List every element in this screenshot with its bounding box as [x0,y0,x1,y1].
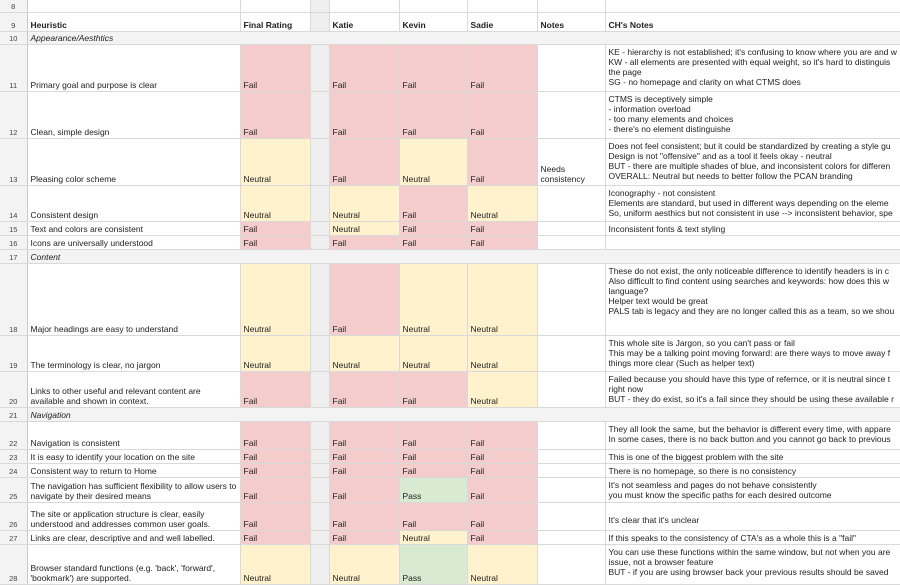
ch-note-line: This whole site is Jargon, so you can't pass or fail [608,337,795,348]
row-number[interactable]: 24 [0,463,27,477]
header-notes[interactable]: Notes [537,12,605,31]
heuristic-cell[interactable]: It is easy to identify your location on the site [27,449,240,463]
katie-rating-cell[interactable]: Neutral [329,185,399,221]
notes-cell[interactable] [537,449,605,463]
header-katie[interactable]: Katie [329,12,399,31]
ch-note-line: OVERALL: Neutral but needs to better follow the PCAN branding [608,170,853,181]
notes-cell[interactable] [537,421,605,449]
gap-column [310,421,329,449]
cell[interactable] [467,0,537,12]
ch-notes-cell[interactable] [605,463,900,477]
ch-note-line: If this speaks to the consistency of CTA's as a whole this is a "fail" [608,532,856,543]
katie-rating-cell[interactable]: Fail [329,91,399,138]
row-number[interactable]: 20 [0,371,27,407]
ch-note-line [609,505,897,515]
heuristic-row [0,544,900,584]
notes-cell[interactable] [537,477,605,502]
katie-rating-cell[interactable]: Fail [329,263,399,335]
kevin-rating-cell[interactable]: Fail [399,91,467,138]
heuristic-cell[interactable]: Links are clear, descriptive and and well labelled. [27,530,240,544]
heuristic-row [0,138,900,185]
gap-column [310,185,329,221]
sadie-rating-cell[interactable]: Neutral [467,371,537,407]
ch-notes-cell[interactable] [605,138,900,185]
header-final-rating[interactable]: Final Rating [240,12,310,31]
section-row-content [0,249,900,263]
kevin-rating-cell[interactable]: Fail [399,371,467,407]
row-number[interactable]: 16 [0,235,27,249]
heuristic-row [0,502,900,530]
kevin-rating-cell[interactable]: Pass [399,544,467,584]
heuristic-cell[interactable]: Consistent design [27,185,240,221]
notes-cell[interactable] [537,235,605,249]
heuristic-cell[interactable]: Primary goal and purpose is clear [27,44,240,91]
cell[interactable] [27,0,240,12]
ch-note-line: Also difficult to find content using searches and keywords: how does this w [608,275,889,286]
gap-column [310,138,329,185]
gap-column [310,371,329,407]
kevin-rating-cell[interactable]: Fail [399,221,467,235]
heuristic-cell[interactable]: Pleasing color scheme [27,138,240,185]
katie-rating-cell[interactable]: Neutral [329,335,399,371]
notes-cell[interactable] [537,335,605,371]
gap-column [310,12,329,31]
heuristic-row [0,235,900,249]
katie-rating-cell[interactable]: Fail [329,44,399,91]
cell[interactable] [537,0,605,12]
katie-rating-cell[interactable]: Fail [329,502,399,530]
row-number[interactable]: 14 [0,185,27,221]
sadie-rating-cell[interactable]: Neutral [467,185,537,221]
ch-notes-cell[interactable] [605,335,900,371]
heuristic-row [0,463,900,477]
katie-rating-cell[interactable]: Fail [329,463,399,477]
row-number[interactable]: 28 [0,544,27,584]
row-number[interactable]: 10 [0,31,27,44]
notes-cell[interactable] [537,544,605,584]
notes-cell[interactable] [537,91,605,138]
ch-note-line: In some cases, there is no back button and you cannot go back to previous [608,433,891,444]
ch-note-line: Helper text would be great [608,295,708,306]
ch-notes-cell[interactable] [605,235,900,249]
final-rating-cell[interactable]: Fail [240,371,310,407]
heuristic-cell[interactable]: Text and colors are consistent [27,221,240,235]
gap-column [310,463,329,477]
ch-notes-cell[interactable] [605,544,900,584]
ch-note-line: BUT - they do exist, so it's a fail since they should be using these available r [608,393,894,404]
heuristic-row [0,263,900,335]
ch-note-line: SG - no homepage and clarity on what CTMS does [608,76,801,87]
row-number[interactable]: 9 [0,12,27,31]
ch-note-line: Elements are standard, but used in different ways depending on the eleme [608,197,889,208]
katie-rating-cell[interactable]: Fail [329,477,399,502]
kevin-rating-cell[interactable]: Fail [399,235,467,249]
gap-column [310,335,329,371]
kevin-rating-cell[interactable]: Pass [399,477,467,502]
ch-note-line: This may be a talking point moving forward: are there ways to move away f [608,347,891,358]
kevin-rating-cell[interactable]: Fail [399,449,467,463]
ch-note-line: language? [608,285,649,296]
notes-cell[interactable] [537,502,605,530]
sadie-rating-cell[interactable]: Fail [467,449,537,463]
sadie-rating-cell[interactable]: Fail [467,477,537,502]
ch-notes-cell[interactable] [605,530,900,544]
gap-column [310,263,329,335]
header-kevin[interactable]: Kevin [399,12,467,31]
ch-note-line: CTMS is deceptively simple [608,93,713,104]
kevin-rating-cell[interactable]: Fail [399,421,467,449]
ch-notes-cell[interactable] [605,371,900,407]
ch-note-line: - there's no element distinguishe [608,123,731,134]
notes-cell[interactable] [537,371,605,407]
ch-note-line: right now [608,383,643,394]
final-rating-cell[interactable]: Neutral [240,185,310,221]
row-8 [0,0,900,12]
section-content[interactable]: Content [27,249,900,263]
row-number[interactable]: 26 [0,502,27,530]
row-number[interactable]: 8 [0,0,27,12]
header-sadie[interactable]: Sadie [467,12,537,31]
kevin-rating-cell[interactable]: Neutral [399,530,467,544]
gap-column [310,502,329,530]
ch-note-line: PALS tab is legacy and they are no longer called this as a team, so we shou [608,305,895,316]
ch-note-line: things more clear (Such as helper text) [608,357,755,368]
ch-note-line: So, uniform aesthics but not consistent in use --> inconsistent behavior, spe [608,207,893,218]
row-number[interactable]: 13 [0,138,27,185]
row-number[interactable]: 27 [0,530,27,544]
final-rating-cell[interactable]: Neutral [240,263,310,335]
sadie-rating-cell[interactable]: Fail [467,221,537,235]
heuristic-row [0,91,900,138]
sadie-rating-cell[interactable]: Fail [467,530,537,544]
final-rating-cell[interactable]: Fail [240,421,310,449]
ch-note-line: you must know the specific paths for each desired outcome [608,489,832,500]
katie-rating-cell[interactable]: Fail [329,138,399,185]
row-number[interactable]: 21 [0,407,27,421]
gap-column [310,0,329,12]
ch-notes-cell[interactable] [605,185,900,221]
heuristic-row [0,530,900,544]
notes-cell[interactable] [537,221,605,235]
notes-cell[interactable]: Needs consistency [537,138,605,185]
header-ch-notes[interactable]: CH's Notes [605,12,900,31]
sadie-rating-cell[interactable]: Fail [467,91,537,138]
final-rating-cell[interactable]: Neutral [240,335,310,371]
heuristic-row [0,421,900,449]
row-number[interactable]: 15 [0,221,27,235]
gap-column [310,544,329,584]
ch-notes-cell[interactable] [605,44,900,91]
row-number[interactable]: 19 [0,335,27,371]
final-rating-cell[interactable]: Fail [240,530,310,544]
sadie-rating-cell[interactable]: Fail [467,463,537,477]
gap-column [310,530,329,544]
ch-note-line: Inconsistent fonts & text styling [608,223,726,234]
section-navigation[interactable]: Navigation [27,407,900,421]
heuristic-cell[interactable]: The terminology is clear, no jargon [27,335,240,371]
final-rating-cell[interactable]: Fail [240,502,310,530]
final-rating-cell[interactable]: Fail [240,477,310,502]
gap-column [310,91,329,138]
row-number[interactable]: 23 [0,449,27,463]
ch-notes-cell[interactable] [605,221,900,235]
ch-notes-cell[interactable] [605,91,900,138]
sadie-rating-cell[interactable]: Fail [467,44,537,91]
heuristic-cell[interactable]: The navigation has sufficient flexibility to allow users to navigate by their desired means [27,477,240,502]
heuristic-row [0,371,900,407]
ch-notes-cell[interactable] [605,421,900,449]
heuristic-cell[interactable]: Browser standard functions (e.g. 'back', 'forward', 'bookmark') are supported. [27,544,240,584]
sadie-rating-cell[interactable]: Neutral [467,544,537,584]
ch-note-line: It's clear that it's unclear [608,514,700,525]
sadie-rating-cell[interactable]: Neutral [467,263,537,335]
heuristic-cell[interactable]: Navigation is consistent [27,421,240,449]
final-rating-cell[interactable]: Fail [240,235,310,249]
final-rating-cell[interactable]: Fail [240,221,310,235]
cell[interactable] [605,0,900,12]
notes-cell[interactable] [537,263,605,335]
cell[interactable] [399,0,467,12]
kevin-rating-cell[interactable]: Fail [399,463,467,477]
katie-rating-cell[interactable]: Neutral [329,544,399,584]
ch-notes-cell[interactable] [605,263,900,335]
notes-cell[interactable] [537,44,605,91]
ch-note-line: issue, not a browser feature [608,556,714,567]
katie-rating-cell[interactable]: Fail [329,371,399,407]
row-number[interactable]: 22 [0,421,27,449]
final-rating-cell[interactable]: Fail [240,44,310,91]
ch-notes-cell[interactable] [605,449,900,463]
heuristic-row [0,185,900,221]
heuristic-cell[interactable]: Icons are universally understood [27,235,240,249]
gap-column [310,477,329,502]
heuristic-cell[interactable]: Clean, simple design [27,91,240,138]
kevin-rating-cell[interactable]: Fail [399,185,467,221]
ch-note-line: KE - hierarchy is not established; it's confusing to know where you are and w [608,46,897,57]
heuristic-cell[interactable]: Consistent way to return to Home [27,463,240,477]
heuristic-row [0,335,900,371]
kevin-rating-cell[interactable]: Neutral [399,263,467,335]
final-rating-cell[interactable]: Neutral [240,138,310,185]
row-number[interactable]: 18 [0,263,27,335]
ch-note-line: - too many elements and choices [608,113,734,124]
sadie-rating-cell[interactable]: Fail [467,138,537,185]
ch-notes-cell[interactable] [605,477,900,502]
ch-notes-cell[interactable] [605,502,900,530]
katie-rating-cell[interactable]: Fail [329,421,399,449]
row-number[interactable]: 25 [0,477,27,502]
row-number[interactable]: 17 [0,249,27,263]
ch-note-line: Design is not "offensive" and as a tool it feels okay - neutral [608,150,832,161]
sadie-rating-cell[interactable]: Fail [467,502,537,530]
ch-note-line: These do not exist, the only noticeable difference to identify headers is in c [608,265,890,276]
final-rating-cell[interactable]: Fail [240,91,310,138]
cell[interactable] [329,0,399,12]
row-number[interactable]: 12 [0,91,27,138]
gap-column [310,449,329,463]
katie-rating-cell[interactable]: Neutral [329,221,399,235]
gap-column [310,44,329,91]
section-appearance[interactable]: Appearance/Aesthtics [27,31,900,44]
header-row [0,12,900,31]
gap-column [310,235,329,249]
header-heuristic[interactable]: Heuristic [27,12,240,31]
notes-cell[interactable] [537,185,605,221]
notes-cell[interactable] [537,530,605,544]
ch-note-line: the page [608,66,642,77]
gap-column [310,221,329,235]
kevin-rating-cell[interactable]: Neutral [399,138,467,185]
ch-note-line: It's not seamless and pages do not behave consistently [608,479,817,490]
section-row-navigation [0,407,900,421]
notes-cell[interactable] [537,463,605,477]
kevin-rating-cell[interactable]: Fail [399,44,467,91]
ch-note-line: This is one of the biggest problem with the site [608,451,784,462]
katie-rating-cell[interactable]: Fail [329,449,399,463]
final-rating-cell[interactable]: Fail [240,463,310,477]
heuristic-cell[interactable]: The site or application structure is clear, easily understood and addresses common user goals. [27,502,240,530]
heuristic-row [0,44,900,91]
section-row-appearance [0,31,900,44]
ch-note-line: KW - all elements are presented with equal weight, so it's hard to distinguis [608,56,891,67]
katie-rating-cell[interactable]: Fail [329,235,399,249]
cell[interactable] [240,0,310,12]
ch-note-line: - information overload [608,103,691,114]
ch-note-line: BUT - if you are using browser back your previous results should be saved [608,566,889,577]
sadie-rating-cell[interactable]: Fail [467,235,537,249]
ch-note-line: There is no homepage, so there is no consistency [608,465,797,476]
kevin-rating-cell[interactable]: Neutral [399,335,467,371]
sadie-rating-cell[interactable]: Fail [467,421,537,449]
final-rating-cell[interactable]: Neutral [240,544,310,584]
ch-note-line: You can use these functions within the same window, but not when you are [608,546,891,557]
heuristic-cell[interactable]: Major headings are easy to understand [27,263,240,335]
heuristic-row [0,449,900,463]
kevin-rating-cell[interactable]: Fail [399,502,467,530]
row-number[interactable]: 11 [0,44,27,91]
heuristic-row [0,477,900,502]
ch-note-line: Iconography - not consistent [608,187,716,198]
final-rating-cell[interactable]: Fail [240,449,310,463]
ch-note-line: Failed because you should have this type of refernce, or it is neutral since t [608,373,891,384]
ch-note-line: BUT - there are multiple shades of blue, and inconsistent colors for differen [608,160,891,171]
heuristic-cell[interactable]: Links to other useful and relevant content are available and shown in context. [27,371,240,407]
heuristic-row [0,221,900,235]
katie-rating-cell[interactable]: Fail [329,530,399,544]
ch-note-line: Does not feel consistent; but it could be standardized by creating a style gu [608,140,891,151]
sadie-rating-cell[interactable]: Neutral [467,335,537,371]
ch-note-line: They all look the same, but the behavior is different every time, with appare [608,423,891,434]
